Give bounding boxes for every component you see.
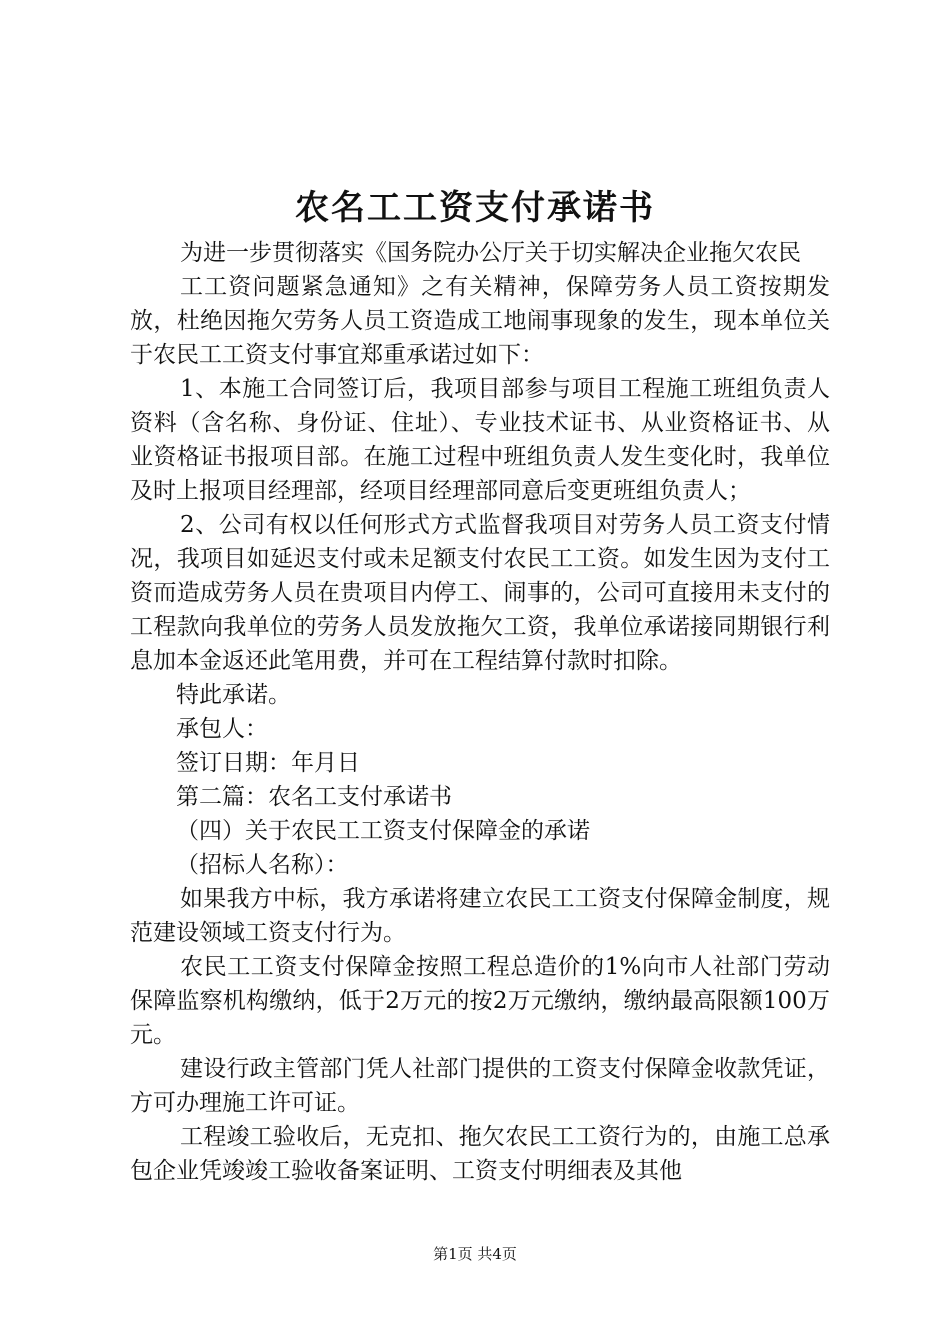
paragraph: （招标人名称）： [176, 852, 349, 878]
paragraph: 1、本施工合同签订后，我项目部参与项目工程施工班组负责人资料（含名称、身份证、住址）、专业技术证书、从业资格证书、从业资格证书报项目部。在施工过程中班组负责人发生变化时，我单位及时上报项目经理部，经项目经理部同意后变更班组负责人； [130, 376, 830, 504]
paragraph: 工工资问题紧急通知》之有关精神，保障劳务人员工资按期发放，杜绝因拖欠劳务人员工资造成工地闹事现象的发生，现本单位关于农民工工资支付事宜郑重承诺过如下： [130, 274, 830, 368]
document-body [130, 236, 830, 1188]
paragraph: （四）关于农民工工资支付保障金的承诺 [176, 818, 590, 844]
paragraph: 建设行政主管部门凭人社部门提供的工资支付保障金收款凭证，方可办理施工许可证。 [130, 1056, 830, 1116]
paragraph: 2、公司有权以任何形式方式监督我项目对劳务人员工资支付情况，我项目如延迟支付或未足额支付农民工工资。如发生因为支付工资而造成劳务人员在贵项目内停工、闹事的，公司可直接用未支付的工程款向我单位的劳务人员发放拖欠工资，我单位承诺接同期银行利息加本金返还此笔用费，并可在工程结算付款时扣除。 [130, 512, 830, 674]
paragraph: 签订日期：年月日 [176, 750, 360, 776]
page-number: 第1页 共4页 [433, 1245, 517, 1263]
paragraph: 工程竣工验收后，无克扣、拖欠农民工工资行为的，由施工总承包企业凭竣竣工验收备案证明、工资支付明细表及其他 [130, 1124, 830, 1184]
paragraph: 第二篇：农名工支付承诺书 [176, 784, 452, 810]
document-title: 农名工工资支付承诺书 [295, 188, 655, 228]
paragraph: 如果我方中标，我方承诺将建立农民工工资支付保障金制度，规范建设领域工资支付行为。 [130, 886, 830, 946]
paragraph: 承包人： [176, 716, 268, 742]
paragraph: 农民工工资支付保障金按照工程总造价的1%向市人社部门劳动保障监察机构缴纳，低于2万元的按2万元缴纳，缴纳最高限额100万元。 [130, 954, 830, 1048]
paragraph: 特此承诺。 [176, 682, 291, 708]
paragraph: 为进一步贯彻落实《国务院办公厅关于切实解决企业拖欠农民 [180, 240, 801, 266]
